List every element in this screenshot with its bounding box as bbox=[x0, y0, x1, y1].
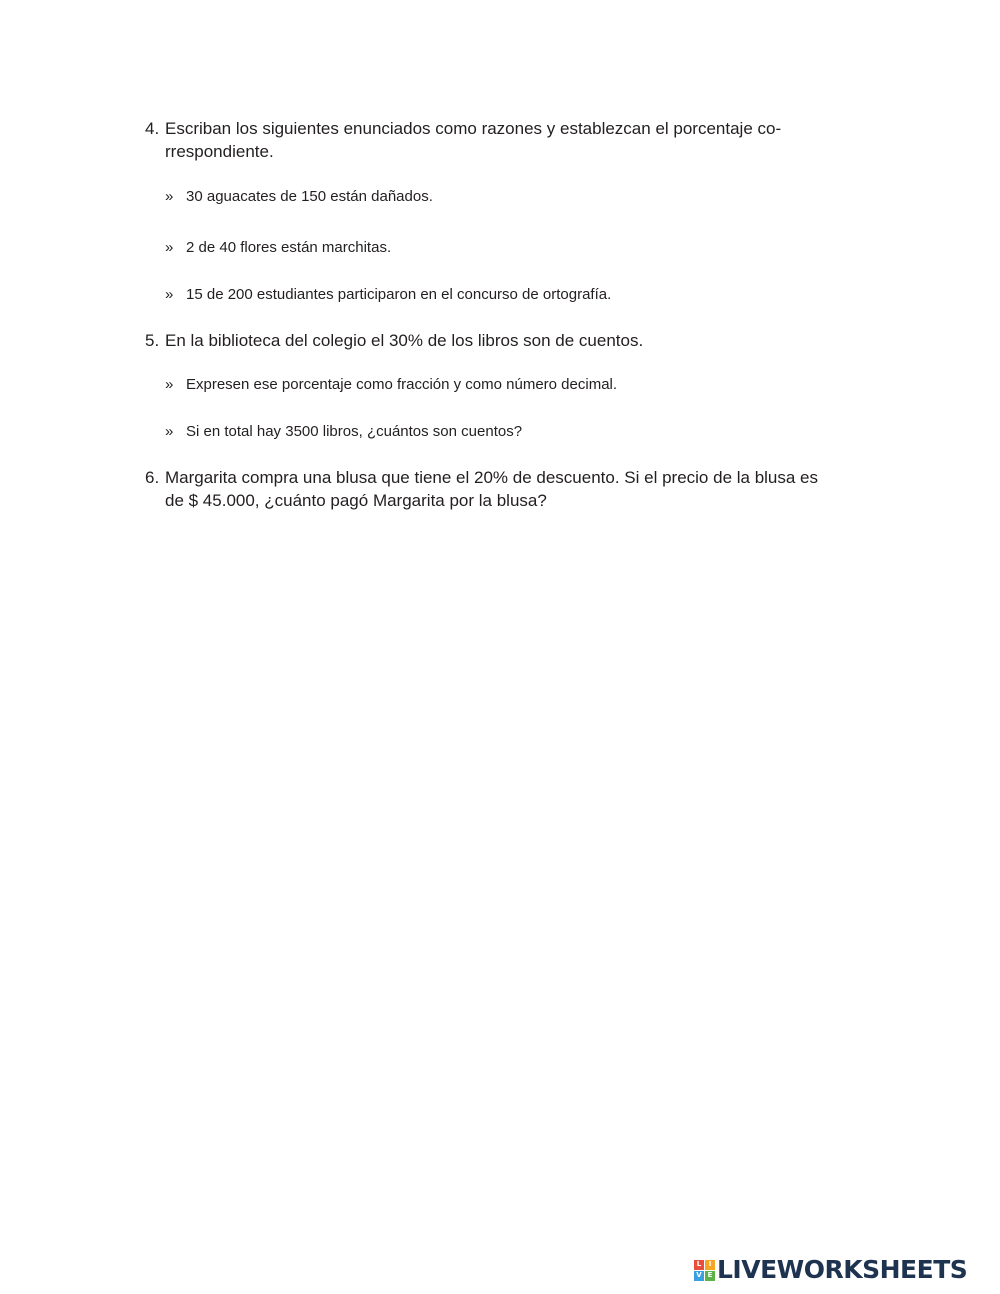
list-item bbox=[165, 238, 825, 258]
question-5 bbox=[145, 329, 825, 352]
logo-mark-letter: L bbox=[694, 1260, 704, 1270]
liveworksheets-logo bbox=[694, 1255, 967, 1285]
logo-mark-letter: I bbox=[705, 1260, 715, 1270]
bullet-marker: » bbox=[165, 286, 174, 303]
bullet-marker: » bbox=[165, 239, 174, 256]
logo-mark-icon bbox=[694, 1260, 715, 1281]
logo-mark-letter: V bbox=[694, 1271, 704, 1281]
list-item-text: 2 de 40 flores están marchitas. bbox=[186, 239, 392, 256]
question-6 bbox=[145, 466, 825, 512]
logo-text: LIVEWORKSHEETS bbox=[717, 1255, 968, 1284]
list-item-text: 15 de 200 estudiantes participaron en el concurso de ortografía. bbox=[186, 286, 612, 303]
question-number: 6. bbox=[145, 468, 160, 487]
question-text: En la biblioteca del colegio el 30% de los libros son de cuentos. bbox=[165, 331, 644, 350]
bullet-marker: » bbox=[165, 376, 174, 393]
list-item bbox=[165, 375, 825, 395]
question-number: 5. bbox=[145, 331, 160, 350]
list-item bbox=[165, 187, 825, 207]
question-number: 4. bbox=[145, 119, 160, 138]
list-item-text: Expresen ese porcentaje como fracción y como número decimal. bbox=[186, 376, 618, 393]
list-item bbox=[165, 285, 825, 305]
bullet-marker: » bbox=[165, 423, 174, 440]
question-4 bbox=[145, 117, 825, 163]
logo-mark-letter: E bbox=[705, 1271, 715, 1281]
question-text: Margarita compra una blusa que tiene el 20% de descuento. Si el precio de la blusa es de $ 45.000, ¿cuánto pagó Margarita por la blusa? bbox=[165, 468, 819, 510]
list-item bbox=[165, 422, 825, 442]
question-text: Escriban los siguientes enunciados como razones y establezcan el porcentaje co-rrespondiente. bbox=[165, 119, 782, 161]
bullet-marker: » bbox=[165, 188, 174, 205]
list-item-text: Si en total hay 3500 libros, ¿cuántos son cuentos? bbox=[186, 423, 523, 440]
list-item-text: 30 aguacates de 150 están dañados. bbox=[186, 188, 433, 205]
